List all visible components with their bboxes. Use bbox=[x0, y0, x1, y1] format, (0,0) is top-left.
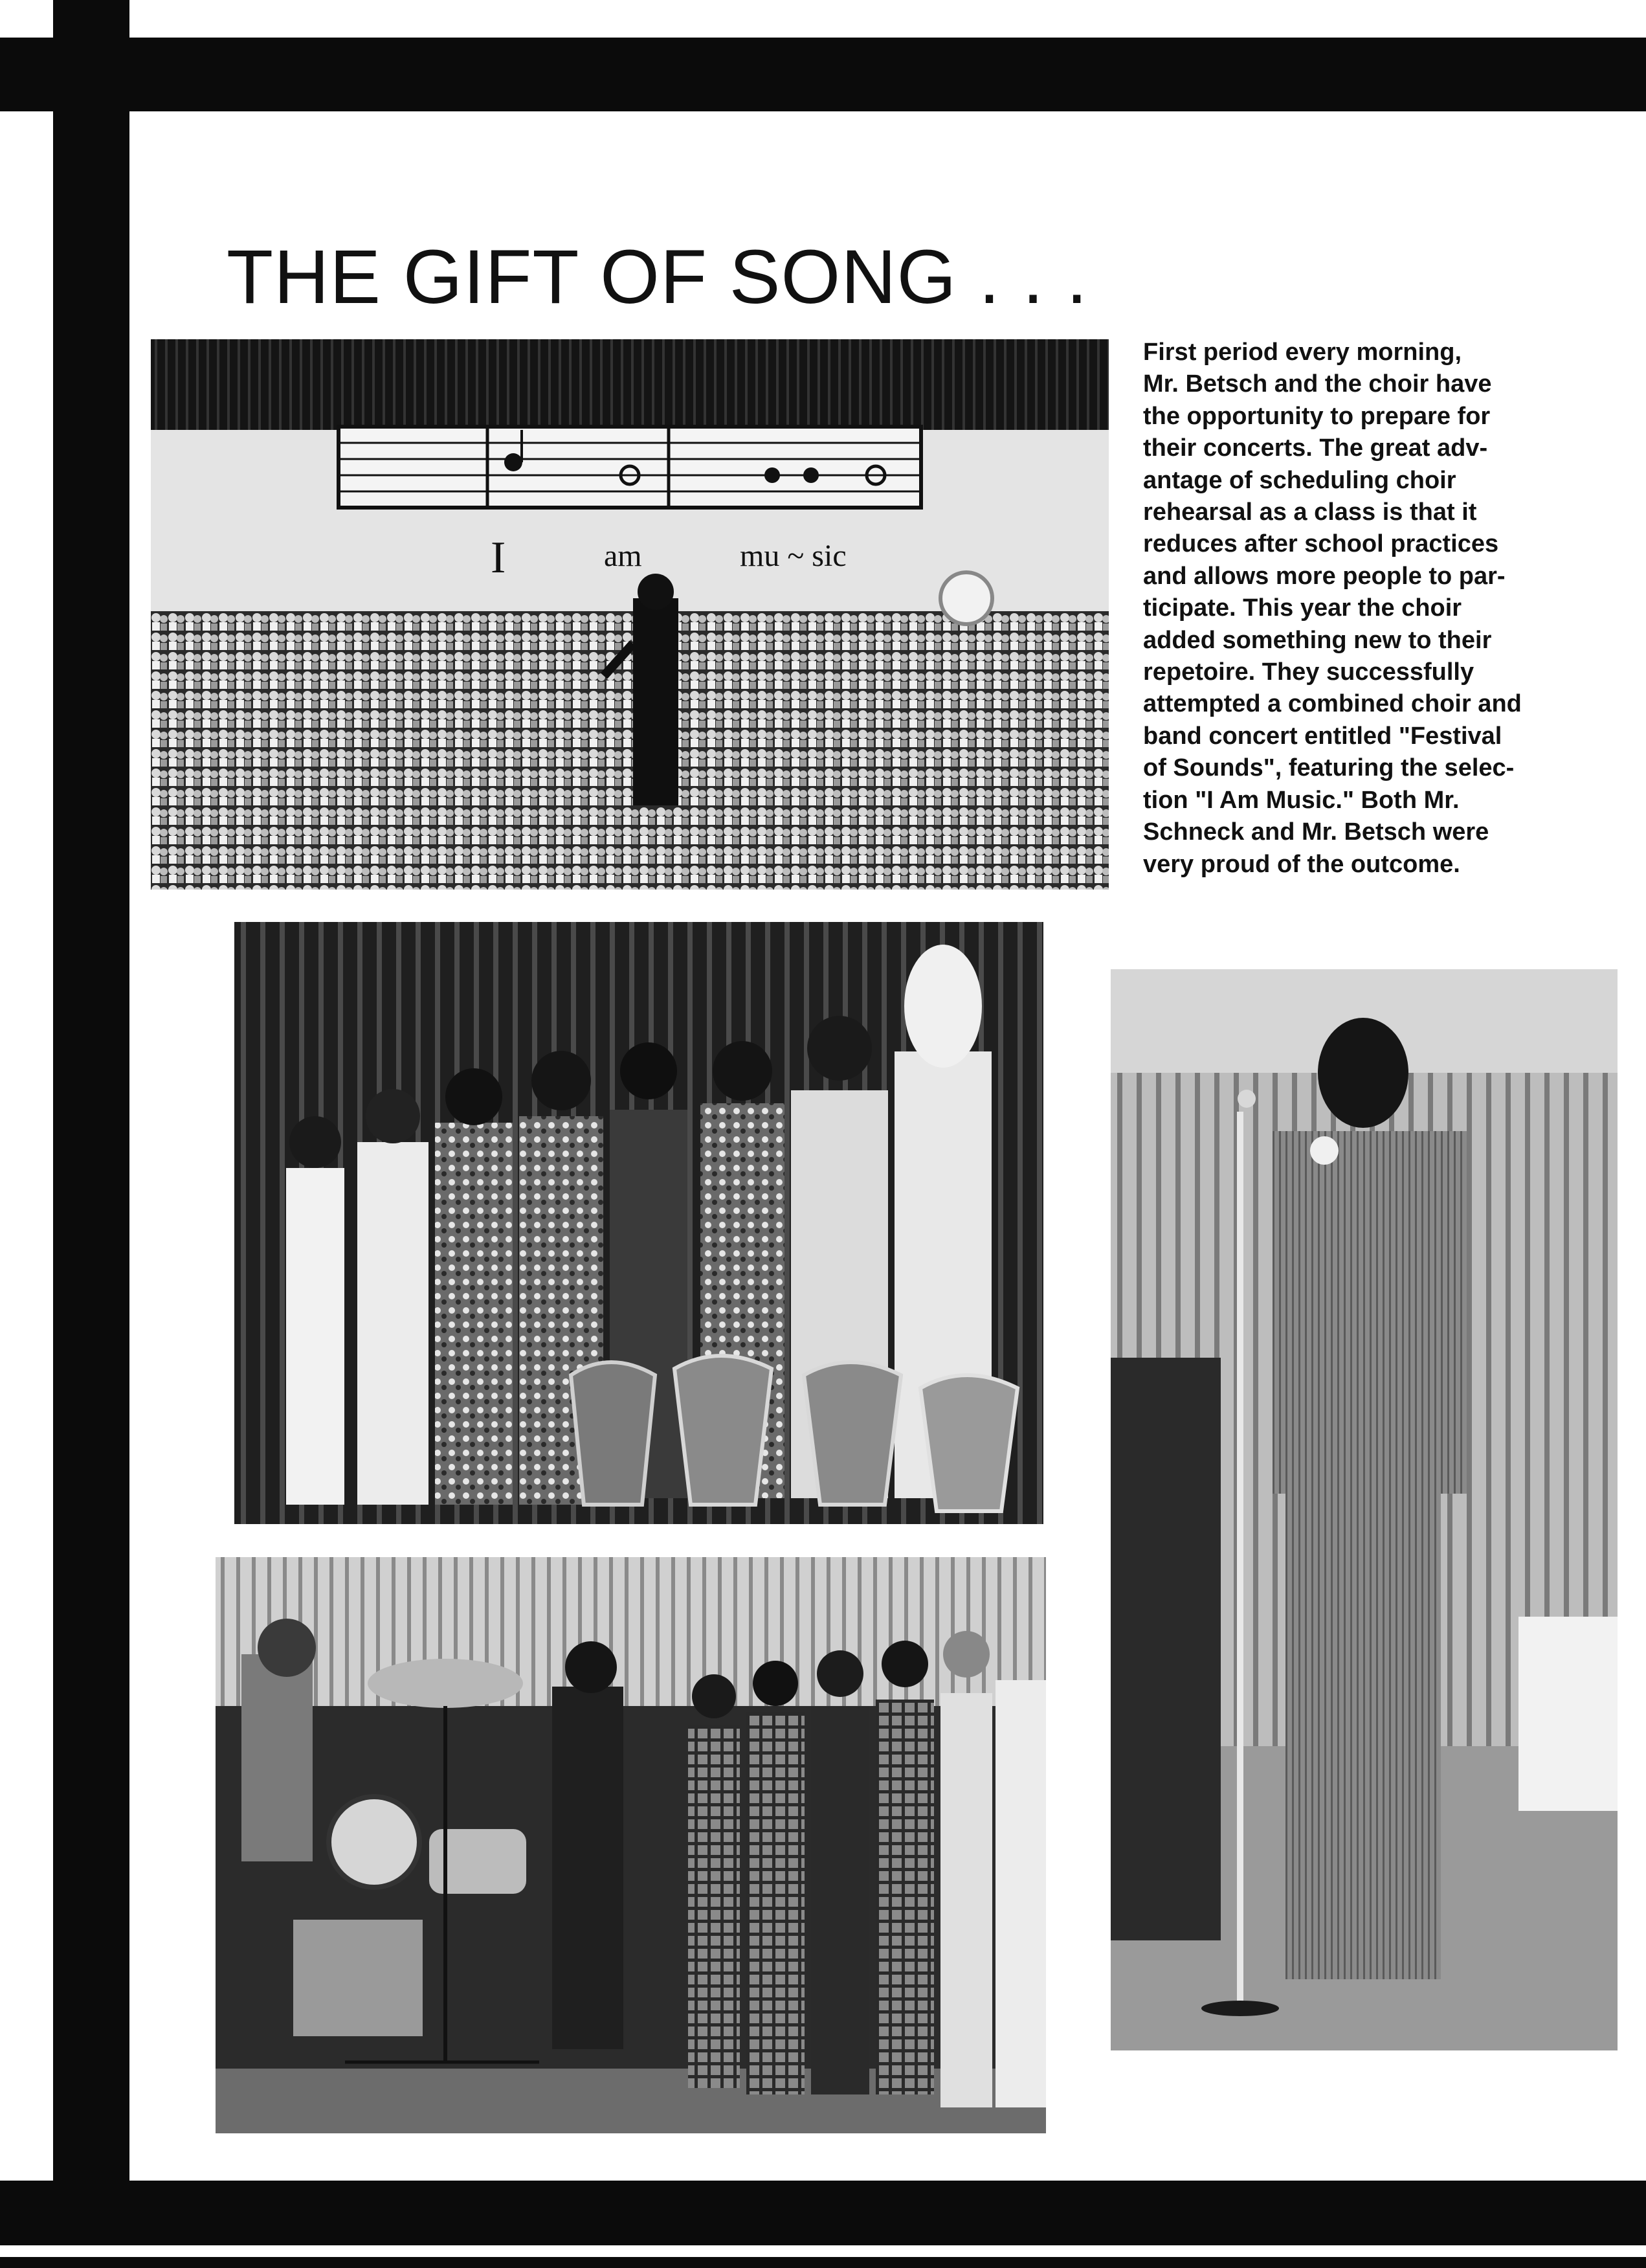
top-border-gap bbox=[0, 0, 1646, 38]
photo-soloist bbox=[1111, 969, 1618, 2050]
page-margin bbox=[0, 0, 53, 2268]
photo-drummer-choir bbox=[216, 1557, 1046, 2133]
banner-word-am: am bbox=[604, 539, 642, 573]
banner-word-i: I bbox=[491, 533, 506, 583]
bottom-border-gap bbox=[0, 2245, 1646, 2257]
banner-word-music: mu ~ sic bbox=[740, 539, 847, 573]
photo-choir-concert bbox=[151, 339, 1109, 890]
page-title: THE GIFT OF SONG . . . bbox=[227, 234, 1089, 320]
left-border bbox=[53, 0, 129, 2268]
caption-text: First period every morning, Mr. Betsch and the choir have the opportunity to prepare for their concerts. The great adv- antage of scheduling choir rehearsal as a class is that it reduces after school practices and allows more people to par- ticipate. This year the choir added something new to their repetoire. They successfully attempted a combined choir and band concert entitled "Festival of Sounds", featuring the selec- tion "I Am Music." Both Mr. Schneck and Mr. Betsch were very proud of the outcome. bbox=[1143, 339, 1522, 878]
photo-choir-dresses bbox=[234, 922, 1043, 1524]
